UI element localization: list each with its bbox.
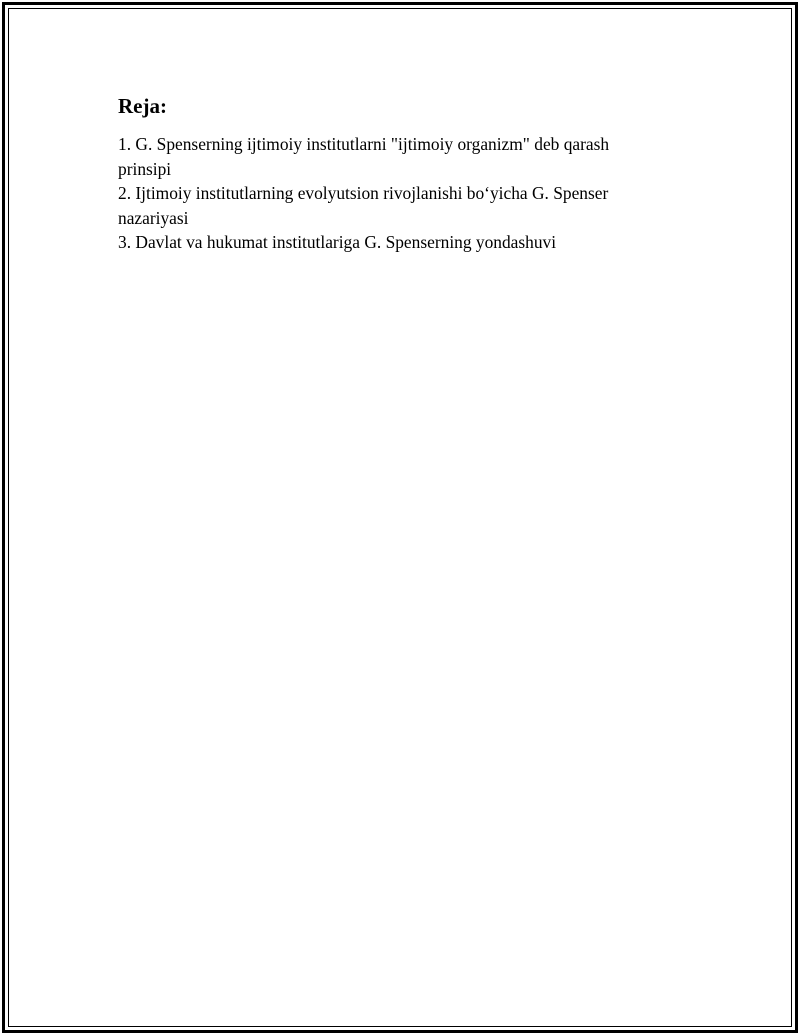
plan-list (118, 132, 658, 255)
plan-item-1: 1. G. Spenserning ijtimoiy institutlarni "ijtimoiy organizm" deb qarash prinsipi (118, 134, 610, 179)
document-content (118, 93, 658, 255)
plan-item-2: 2. Ijtimoiy institutlarning evolyutsion rivojlanishi bo‘yicha G. Spenser nazariyasi (118, 183, 609, 228)
plan-item-3: 3. Davlat va hukumat institutlariga G. Spenserning yondashuvi (118, 232, 557, 252)
plan-heading: Reja: (118, 94, 167, 118)
